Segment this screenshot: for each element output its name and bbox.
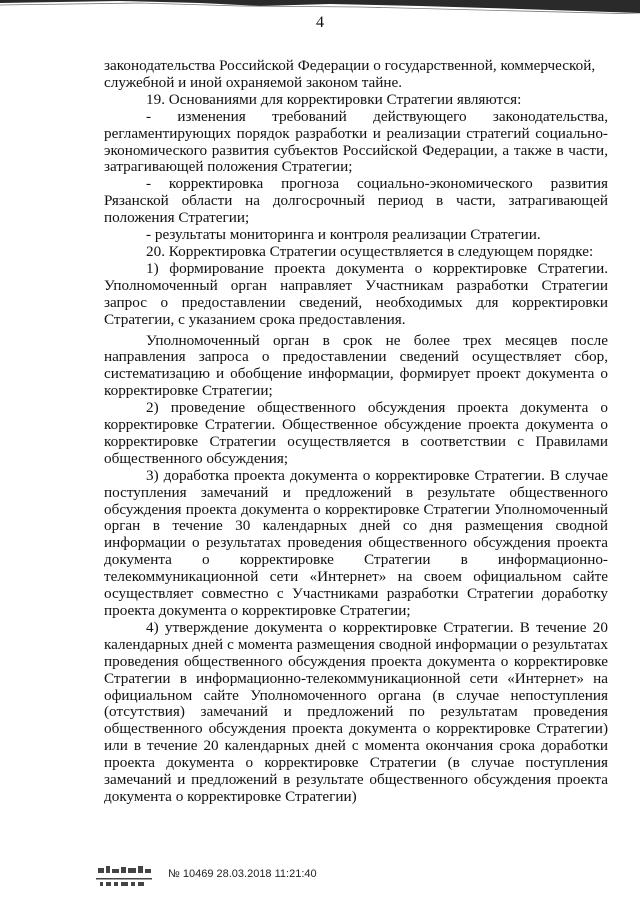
paragraph-20-step-3: 3) доработка проекта документа о корректировке Стратегии. В случае поступления замечаний и предложений в результате общественного обсуждения проекта документа о корректировке Стратегии Уполномоченный орган в течение 30 календарных дней со дня размещения сводной информации о результатах проведения общественного обсуждения проекта документа о корректировке Стратегии в информационно-телекоммуникационной сети «Интернет» на своем официальном сайте осуществляет совместно с Участниками разработки Стратегии доработку проекта документа о корректировке Стратегии; (104, 466, 608, 619)
page-number: 4 (316, 14, 324, 31)
registry-stamp-logo (94, 864, 156, 890)
paragraph-19-item-monitoring: - результаты мониторинга и контроля реализации Стратегии. (146, 226, 541, 244)
paragraph-continuation: законодательства Российской Федерации о государственной, коммерческой, служебной и иной охраняемой законом тайне. (104, 57, 596, 91)
paragraph-20-step-1: 1) формирование проекта документа о корректировке Стратегии. Уполномоченный орган направляет Участникам разработки Стратегии запрос о предоставлении сведений, необходимых для корректировки Стратегии, с указанием срока предоставления. (104, 259, 608, 328)
paragraph-20-step-4: 4) утверждение документа о корректировке Стратегии. В течение 20 календарных дней с момента размещения сводной информации о результатах проведения общественного обсуждения проекта документа о корректировке Стратегии в информационно-телекоммуникационной сети «Интернет» на официальном сайте Уполномоченного органа (в случае непоступления (отсутствия) замечаний и предложений по результатам проведения общественного обсуждения проекта документа о корректировке Стратегии) или в течение 20 календарных дней с момента окончания срока доработки проекта документа о корректировке Стратегии (в случае поступления замечаний и предложений в результате общественного обсуждения проекта документа о корректировке Стратегии) (104, 618, 608, 805)
paragraph-20-step-2: 2) проведение общественного обсуждения проекта документа о корректировке Стратегии. Общественное обсуждение проекта документа о корректировке Стратегии осуществляется в соответствии с Правилами общественного обсуждения; (104, 399, 608, 467)
paragraph-19-item-forecast: - корректировка прогноза социально-экономического развития Рязанской области на долгосрочный период в части, затрагивающей положения Стратегии; (104, 175, 608, 227)
footer (94, 862, 394, 892)
scan-edge-artifact (0, 0, 640, 14)
paragraph-20: 20. Корректировка Стратегии осуществляется в следующем порядке: (146, 242, 594, 260)
document-body (104, 58, 608, 806)
paragraph-19: 19. Основаниями для корректировки Стратегии являются: (146, 90, 522, 108)
document-registration-stamp: № 10469 28.03.2018 11:21:40 (168, 868, 317, 880)
paragraph-20-step-1-cont: Уполномоченный орган в срок не более трех месяцев после направления запроса о предоставлении сведений осуществляет сбор, систематизацию и обобщение информации, формирует проект документа о корректировке Стратегии; (104, 331, 608, 400)
paragraph-19-item-legislation: - изменения требований действующего законодательства, регламентирующих порядок разработки и реализации стратегий социально-экономического развития субъектов Российской Федерации, а также в части, затрагивающей положения Стратегии; (104, 107, 608, 176)
